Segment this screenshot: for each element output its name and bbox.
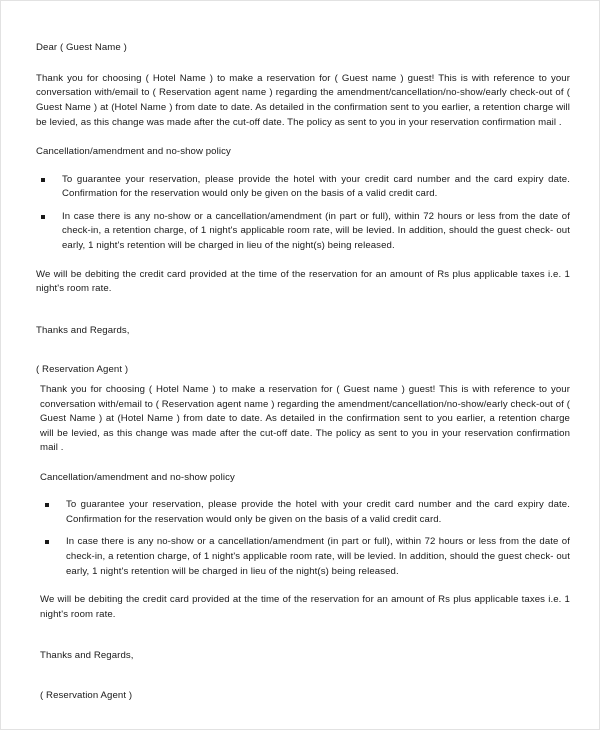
list-item-text: In case there is any no-show or a cancellation/amendment (in part or full), within 72 hours or less from the date of check-in, a retention charge, of 1 night's applicable room rate, will be levied. In addition, should the guest check- out early, 1 night's retention will be charged in lieu of the night(s) being released. bbox=[62, 210, 570, 251]
closing-paragraph: We will be debiting the credit card provided at the time of the reservation for an amount of Rs plus applicable taxes i.e. 1 night's room rate. bbox=[40, 594, 570, 620]
list-item bbox=[40, 498, 570, 527]
closing-paragraph: We will be debiting the credit card provided at the time of the reservation for an amount of Rs plus applicable taxes i.e. 1 night's room rate. bbox=[36, 268, 570, 295]
signoff-line: Thanks and Regards, bbox=[40, 650, 134, 662]
policy-bullet-list bbox=[40, 498, 570, 579]
square-bullet-icon bbox=[41, 215, 45, 219]
list-item bbox=[36, 173, 570, 202]
signoff-line: Thanks and Regards, bbox=[36, 324, 130, 336]
square-bullet-icon bbox=[41, 178, 45, 182]
intro-paragraph: Thank you for choosing ( Hotel Name ) to make a reservation for ( Guest name ) guest! This is with reference to your conversation with/email to ( Reservation agent name ) regarding the amendment/cancellation/no-show/early check-out of ( Guest Name ) at (Hotel Name ) from date to date. As detailed in the confirmation sent to you earlier, a retention charge will be levied, as this change was made after the cut-off date. The policy as sent to you in your reservation confirmation mail . bbox=[36, 72, 570, 128]
list-item bbox=[40, 535, 570, 579]
letter-block-secondary bbox=[40, 383, 570, 703]
policy-heading: Cancellation/amendment and no-show policy bbox=[36, 146, 231, 158]
salutation-line: Dear ( Guest Name ) bbox=[36, 42, 127, 53]
signature-line: ( Reservation Agent ) bbox=[36, 364, 129, 376]
policy-heading: Cancellation/amendment and no-show policy bbox=[40, 471, 235, 483]
policy-bullet-list bbox=[36, 173, 570, 254]
signature-line: ( Reservation Agent ) bbox=[40, 689, 133, 701]
square-bullet-icon bbox=[45, 503, 49, 507]
intro-paragraph: Thank you for choosing ( Hotel Name ) to make a reservation for ( Guest name ) guest! This is with reference to your conversation with/email to ( Reservation agent name ) regarding the amendment/cancellation/no-show/early check-out of ( Guest Name ) at (Hotel Name ) from date to date. As detailed in the confirmation sent to you earlier, a retention charge will be levied, as this change was made after the cut-off date. The policy as sent to you in your reservation confirmation mail . bbox=[40, 384, 570, 454]
letter-block-primary bbox=[36, 41, 570, 377]
list-item-text: To guarantee your reservation, please provide the hotel with your credit card number and the card expiry date. Confirmation for the reservation would only be given on the basis of a valid credit card. bbox=[62, 173, 570, 200]
list-item-text: To guarantee your reservation, please provide the hotel with your credit card number and the card expiry date. Confirmation for the reservation would only be given on the basis of a valid credit card. bbox=[66, 499, 570, 525]
list-item bbox=[36, 210, 570, 254]
list-item-text: In case there is any no-show or a cancellation/amendment (in part or full), within 72 hours or less from the date of check-in, a retention charge, of 1 night's applicable room rate, will be levied. In addition, should the guest check- out early, 1 night's retention will be charged in lieu of the night(s) being released. bbox=[66, 536, 570, 577]
square-bullet-icon bbox=[45, 540, 49, 544]
